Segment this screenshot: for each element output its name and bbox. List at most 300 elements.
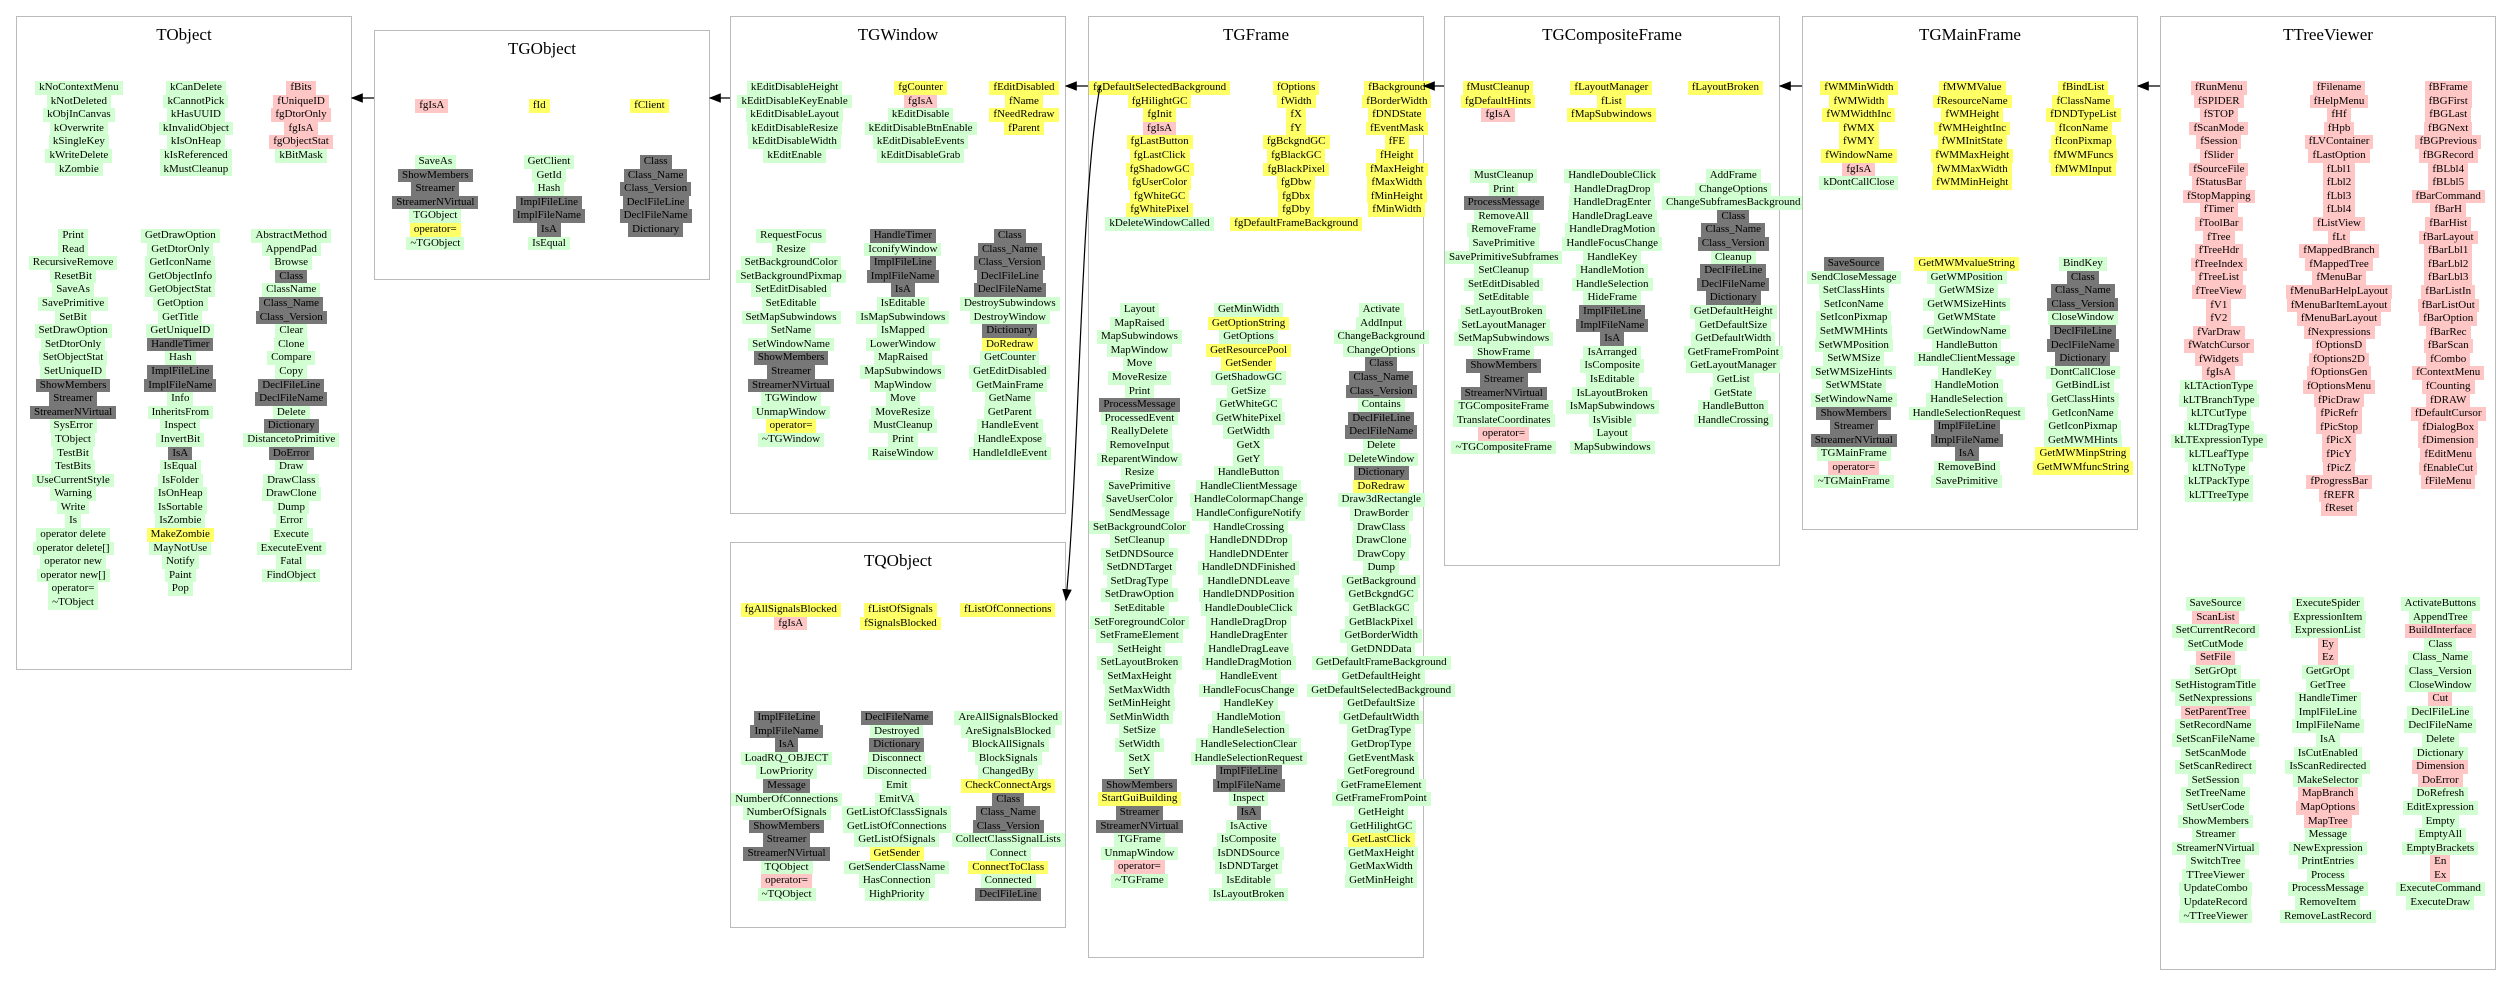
- member-function: HandleDNDLeave: [1203, 575, 1293, 589]
- data-member: fVarDraw: [2193, 326, 2244, 340]
- member-function: SetWMState: [1822, 379, 1886, 393]
- member-function: ReparentWindow: [1097, 453, 1182, 467]
- data-member: fStatusBar: [2192, 176, 2246, 190]
- member-function: SetScanRedirect: [2175, 760, 2256, 774]
- member-function: MoveResize: [1108, 371, 1171, 385]
- member-function: DeclFileName: [1697, 278, 1769, 292]
- member-function: HandleEvent: [977, 419, 1042, 433]
- data-member: kEditDisableHeight: [747, 81, 842, 95]
- data-member: kEditDisable: [888, 108, 953, 122]
- data-member: fPicStop: [2316, 421, 2362, 435]
- member-function: LowerWindow: [866, 338, 940, 352]
- data-member: fY: [1286, 122, 1306, 136]
- member-function: GetSender: [870, 847, 924, 861]
- member-function: Class_Name: [624, 169, 688, 183]
- data-member: fSourceFile: [2189, 163, 2248, 177]
- data-member: fMaxHeight: [1366, 163, 1428, 177]
- member-function: Move: [886, 392, 920, 406]
- member-function: ChangeOptions: [1695, 183, 1771, 197]
- member-function: AddFrame: [1706, 169, 1761, 183]
- member-function: GetOption: [153, 297, 207, 311]
- member-function: MapSubwindows: [1097, 330, 1182, 344]
- member-function: HandleMotion: [1212, 711, 1284, 725]
- data-member: fBarLayout: [2419, 231, 2478, 245]
- member-function: SetClassHints: [1819, 284, 1889, 298]
- data-member: kZombie: [55, 163, 103, 177]
- data-member: fgDefaultHints: [1461, 95, 1535, 109]
- member-function: BuildInterface: [2405, 624, 2477, 638]
- data-member: fMapSubwindows: [1567, 108, 1656, 122]
- member-function: IsVisible: [1589, 414, 1636, 428]
- data-member: fWMWidthInc: [1822, 108, 1895, 122]
- member-function: DrawClone: [1352, 534, 1411, 548]
- data-member: fEventMask: [1366, 122, 1428, 136]
- member-function: IsA: [1237, 806, 1261, 820]
- data-member: fLayoutManager: [1570, 81, 1652, 95]
- member-function: DeclFileName: [974, 283, 1046, 297]
- member-function: GetY: [1233, 453, 1265, 467]
- member-function: IsMapSubwindows: [856, 311, 949, 325]
- data-member: kLTExpressionType: [2171, 434, 2268, 448]
- member-function: ExecuteDraw: [2406, 896, 2474, 910]
- data-member: fListOfConnections: [960, 603, 1055, 617]
- member-function: Class_Version: [620, 182, 691, 196]
- data-member: fgShadowGC: [1126, 163, 1194, 177]
- member-function: SetUniqueID: [40, 365, 106, 379]
- member-function: AppendTree: [2409, 611, 2472, 625]
- member-function: HandleFocusChange: [1562, 237, 1662, 251]
- member-function: HighPriority: [865, 888, 929, 902]
- member-function: RemoveLastRecord: [2280, 910, 2375, 924]
- data-member: fDRAW: [2426, 394, 2470, 408]
- data-member: fOptionsGen: [2307, 366, 2372, 380]
- member-function: SetObjectStat: [39, 351, 108, 365]
- data-member: fBGRecord: [2419, 149, 2478, 163]
- class-title: TTreeViewer: [2283, 25, 2373, 44]
- member-function: Empty: [2422, 815, 2459, 829]
- data-member: fgDefaultFrameBackground: [1230, 217, 1362, 231]
- member-function: HandleButton: [1698, 400, 1768, 414]
- member-function: DoError: [2418, 774, 2463, 788]
- member-function: IsA: [1955, 447, 1979, 461]
- member-function: HandleMotion: [1576, 264, 1648, 278]
- member-function: GetBackground: [1342, 575, 1420, 589]
- member-function: ImplFileName: [1576, 319, 1648, 333]
- member-function: GetDrawOption: [141, 229, 220, 243]
- member-function: EmptyAll: [2415, 828, 2466, 842]
- member-function: StreamerNVirtual: [392, 196, 478, 210]
- member-function: ShowMembers: [1816, 407, 1891, 421]
- member-function: GetDefaultHeight: [1690, 305, 1777, 319]
- member-function: GetDefaultSelectedBackground: [1307, 684, 1455, 698]
- class-title: TGWindow: [857, 25, 939, 44]
- member-function: GetDtorOnly: [147, 243, 213, 257]
- member-function: IsOnHeap: [154, 487, 207, 501]
- member-function: GetFrameFromPoint: [1684, 346, 1783, 360]
- member-function: IsEditable: [1222, 874, 1275, 888]
- member-function: Print: [888, 433, 917, 447]
- member-function: Class: [275, 270, 307, 284]
- data-member: kLTTreeType: [2185, 489, 2253, 503]
- member-function: ProcessMessage: [1464, 196, 1544, 210]
- member-function: IsDNDSource: [1213, 847, 1283, 861]
- member-function: EmptyBrackets: [2402, 842, 2478, 856]
- member-function: GetSender: [1221, 357, 1275, 371]
- member-function: SetName: [767, 324, 815, 338]
- member-function: SetBackgroundColor: [1089, 521, 1190, 535]
- data-member: fgWhiteGC: [1130, 190, 1189, 204]
- member-function: SaveSource: [2186, 597, 2246, 611]
- member-function: IsLayoutBroken: [1209, 888, 1288, 902]
- member-function: PrintEntries: [2298, 855, 2359, 869]
- data-member: fLbl3: [2323, 190, 2355, 204]
- member-function: HandleDragEnter: [1569, 196, 1655, 210]
- data-member: fBarLbl2: [2424, 258, 2472, 272]
- data-member: fTimer: [2200, 203, 2238, 217]
- data-member: kSingleKey: [49, 135, 109, 149]
- member-function: GetShadowGC: [1211, 371, 1286, 385]
- data-member: fStopMapping: [2183, 190, 2255, 204]
- data-member: fMappedTree: [2305, 258, 2372, 272]
- member-function: IsCutEnabled: [2294, 747, 2362, 761]
- data-member: fgAllSignalsBlocked: [741, 603, 841, 617]
- member-function: Move: [1123, 357, 1157, 371]
- member-function: HandleTimer: [870, 229, 936, 243]
- member-function: IsA: [537, 223, 561, 237]
- member-function: GetFrameFromPoint: [1332, 792, 1431, 806]
- member-function: Emit: [882, 779, 911, 793]
- data-member: fOptions2D: [2309, 353, 2369, 367]
- member-function: DestroySubwindows: [960, 297, 1060, 311]
- member-function: SavePrimitive: [38, 297, 108, 311]
- member-function: Is: [65, 514, 81, 528]
- member-function: operator=: [48, 582, 99, 596]
- member-function: DrawClass: [263, 474, 319, 488]
- data-member: fParent: [1004, 122, 1044, 136]
- data-member: fBits: [286, 81, 315, 95]
- member-function: HandleDNDEnter: [1205, 548, 1292, 562]
- member-function: HandleDragMotion: [1202, 656, 1296, 670]
- data-member: kIsReferenced: [160, 149, 232, 163]
- data-member: fTreeView: [2192, 285, 2247, 299]
- data-member: fgObjectStat: [269, 135, 333, 149]
- member-function: AbstractMethod: [251, 229, 330, 243]
- member-function: DrawClass: [1353, 521, 1409, 535]
- member-function: HandleKey: [1583, 251, 1641, 265]
- member-function: HandleSelection: [1208, 724, 1289, 738]
- data-member: kEditDisableKeyEnable: [737, 95, 851, 109]
- member-function: BlockAllSignals: [968, 738, 1049, 752]
- data-member: fClient: [630, 99, 669, 113]
- data-member: fBarHist: [2425, 217, 2471, 231]
- member-function: Paint: [165, 569, 196, 583]
- member-function: Error: [276, 514, 307, 528]
- data-member: fList: [1597, 95, 1626, 109]
- member-function: GetIconPixmap: [2044, 420, 2121, 434]
- member-function: GetMWMinpString: [2035, 447, 2130, 461]
- member-function: GetObjectInfo: [145, 270, 217, 284]
- member-function: SetDNDSource: [1101, 548, 1177, 562]
- member-function: SavePrimitive: [1931, 475, 2001, 489]
- member-function: HandleSelection: [1926, 393, 2007, 407]
- member-function: MapOptions: [2296, 801, 2359, 815]
- member-function: GetFrameElement: [1337, 779, 1426, 793]
- member-function: HandleExpose: [974, 433, 1046, 447]
- data-member: fgIsA: [415, 99, 448, 113]
- member-function: IsZombie: [155, 514, 205, 528]
- member-function: UpdateCombo: [2179, 882, 2251, 896]
- member-function: SetDNDTarget: [1103, 561, 1177, 575]
- member-function: HandleDNDFinished: [1198, 561, 1300, 575]
- member-function: operator=: [1828, 461, 1879, 475]
- member-function: GetWindowName: [1923, 325, 2011, 339]
- member-function: Connected: [981, 874, 1036, 888]
- data-member: fWMY: [1839, 135, 1879, 149]
- member-function: TQObject: [761, 861, 813, 875]
- data-member: kEditDisableBtnEnable: [865, 122, 977, 136]
- data-member: fFE: [1385, 135, 1410, 149]
- member-function: ShowMembers: [1466, 359, 1541, 373]
- member-function: GetBckgndGC: [1345, 588, 1418, 602]
- member-function: GetObjectStat: [145, 283, 215, 297]
- data-member: fBarOption: [2419, 312, 2477, 326]
- member-function: Class_Name: [2408, 651, 2472, 665]
- data-member: fClassName: [2052, 95, 2114, 109]
- data-member: fTree: [2203, 231, 2234, 245]
- member-function: Notify: [162, 555, 199, 569]
- member-function: SetMaxHeight: [1103, 670, 1175, 684]
- member-function: Process: [2307, 869, 2349, 883]
- member-function: Delete: [1363, 439, 1400, 453]
- member-function: ImplFileName: [144, 379, 216, 393]
- data-member: kObjInCanvas: [43, 108, 115, 122]
- member-function: MoveResize: [871, 406, 934, 420]
- member-function: NumberOfConnections: [731, 793, 842, 807]
- member-function: GetBorderWidth: [1340, 629, 1421, 643]
- data-member: fLVContainer: [2305, 135, 2374, 149]
- member-function: HandleConfigureNotify: [1192, 507, 1305, 521]
- member-function: HandleDoubleClick: [1201, 602, 1297, 616]
- data-member: kEditDisableGrab: [877, 149, 964, 163]
- member-function: Class_Version: [1698, 237, 1769, 251]
- member-function: IsA: [775, 738, 799, 752]
- data-member: fLastOption: [2308, 149, 2369, 163]
- member-function: SetScanMode: [2181, 747, 2250, 761]
- member-function: SendCloseMessage: [1807, 271, 1901, 285]
- data-member: fWidth: [1277, 95, 1316, 109]
- member-function: MapWindow: [870, 379, 936, 393]
- member-function: GetForeground: [1344, 765, 1419, 779]
- member-function: IsMapSubwindows: [1566, 400, 1659, 414]
- member-function: SetIconPixmap: [1816, 311, 1891, 325]
- data-member: kEditDisableEvents: [873, 135, 968, 149]
- data-member: kInvalidObject: [159, 122, 233, 136]
- member-function: Ex: [2430, 869, 2450, 883]
- member-function: LowPriority: [756, 765, 818, 779]
- member-function: SaveAs: [415, 155, 457, 169]
- data-member: fDNDState: [1368, 108, 1426, 122]
- class-title: TGObject: [508, 39, 576, 58]
- member-function: Dictionary: [982, 324, 1037, 338]
- member-function: DeclFileLine: [623, 196, 689, 210]
- member-function: GetCounter: [980, 351, 1039, 365]
- member-function: ~TGObject: [406, 237, 464, 251]
- member-function: Delete: [2422, 733, 2459, 747]
- member-function: DeclFileName: [2404, 719, 2476, 733]
- member-function: StartGuiBuilding: [1098, 792, 1182, 806]
- member-function: HandleSelectionRequest: [1191, 752, 1307, 766]
- member-function: DeclFileName: [1345, 425, 1417, 439]
- data-member: kLTLeafType: [2185, 448, 2253, 462]
- member-function: SetWMSize: [1823, 352, 1884, 366]
- data-member: fgDtorOnly: [271, 108, 330, 122]
- member-function: GetMaxHeight: [1344, 847, 1418, 861]
- data-member: fBarH: [2430, 203, 2466, 217]
- member-function: DeclFileLine: [1700, 264, 1766, 278]
- member-function: NumberOfSignals: [743, 806, 831, 820]
- member-function: GetDNDData: [1347, 643, 1415, 657]
- member-function: Fatal: [276, 555, 306, 569]
- data-member: fgIsA: [774, 617, 807, 631]
- data-member: fWatchCursor: [2184, 339, 2253, 353]
- member-function: HandleDoubleClick: [1564, 169, 1660, 183]
- data-member: fPicZ: [2323, 462, 2355, 476]
- member-function: SetBackgroundPixmap: [736, 270, 845, 284]
- data-member: fWMMinHeight: [1932, 176, 2012, 190]
- data-member: fWMMinWidth: [1820, 81, 1897, 95]
- member-function: TGWindow: [761, 392, 821, 406]
- member-function: AreAllSignalsBlocked: [954, 711, 1062, 725]
- data-member: fBGPrevious: [2415, 135, 2480, 149]
- member-function: TestBits: [51, 460, 95, 474]
- member-function: ImplFileLine: [754, 711, 820, 725]
- data-member: fgWhitePixel: [1126, 203, 1193, 217]
- member-function: GetMinWidth: [1214, 303, 1283, 317]
- data-member: fToolBar: [2195, 217, 2243, 231]
- member-function: GetBlackPixel: [1345, 616, 1417, 630]
- member-function: ConnectToClass: [968, 861, 1048, 875]
- member-function: Streamer: [49, 392, 97, 406]
- data-member: fHeight: [1376, 149, 1418, 163]
- member-function: GetEditDisabled: [969, 365, 1050, 379]
- data-member: fMaxWidth: [1367, 176, 1426, 190]
- data-member: fCombo: [2426, 353, 2470, 367]
- data-member: fPicX: [2322, 434, 2356, 448]
- member-function: StreamerNVirtual: [2172, 842, 2258, 856]
- member-function: Class_Name: [978, 243, 1042, 257]
- member-function: DistancetoPrimitive: [243, 433, 339, 447]
- member-function: SetEditDisabled: [1464, 278, 1544, 292]
- member-function: ~TGFrame: [1111, 874, 1168, 888]
- member-function: DeclFileLine: [2050, 325, 2116, 339]
- member-function: Draw: [275, 460, 307, 474]
- member-function: MapRaised: [874, 351, 932, 365]
- member-function: HandleSelectionClear: [1196, 738, 1301, 752]
- member-function: MapRaised: [1110, 317, 1168, 331]
- member-function: Dictionary: [628, 223, 683, 237]
- member-function: Warning: [50, 487, 96, 501]
- member-function: GetParent: [984, 406, 1036, 420]
- member-function: GetName: [985, 392, 1035, 406]
- member-function: ShowMembers: [2178, 815, 2253, 829]
- member-function: DrawBorder: [1350, 507, 1413, 521]
- data-member: fWidgets: [2195, 353, 2243, 367]
- member-function: DeclFileLine: [975, 888, 1041, 902]
- member-function: Class: [994, 229, 1026, 243]
- member-function: HandleDragMotion: [1565, 223, 1659, 237]
- member-function: RecursiveRemove: [29, 256, 118, 270]
- member-function: GetWhitePixel: [1212, 412, 1285, 426]
- data-member: fWMHeightInc: [1934, 122, 2010, 136]
- member-function: Class_Name: [2051, 284, 2115, 298]
- member-function: DoRedraw: [982, 338, 1038, 352]
- member-function: RemoveFrame: [1467, 223, 1540, 237]
- member-function: IsSortable: [154, 501, 207, 515]
- member-function: Class: [2067, 271, 2099, 285]
- member-function: Class_Version: [2047, 298, 2118, 312]
- member-function: SetNexpressions: [2175, 692, 2256, 706]
- data-member: fSession: [2196, 135, 2241, 149]
- class-title: TQObject: [864, 551, 932, 570]
- data-member: fgIsA: [284, 122, 317, 136]
- data-member: fWMWidth: [1829, 95, 1888, 109]
- data-member: fWMInitState: [1938, 135, 2007, 149]
- data-member: kIsOnHeap: [167, 135, 225, 149]
- class-title: TGCompositeFrame: [1542, 25, 1682, 44]
- member-function: Read: [58, 243, 89, 257]
- member-function: DeclFileLine: [1348, 412, 1414, 426]
- member-function: DeclFileLine: [2407, 706, 2473, 720]
- data-member: fBarScan: [2424, 339, 2473, 353]
- member-function: SetMinWidth: [1106, 711, 1173, 725]
- data-member: fMinHeight: [1367, 190, 1427, 204]
- member-function: GetWMPosition: [1927, 271, 2007, 285]
- member-function: SetEditable: [762, 297, 821, 311]
- data-member: fBarLbl1: [2424, 244, 2472, 258]
- data-member: kLTCutType: [2187, 407, 2251, 421]
- member-function: operator=: [410, 223, 461, 237]
- member-function: Activate: [1359, 303, 1404, 317]
- data-member: kCanDelete: [166, 81, 226, 95]
- data-member: fPicRefr: [2316, 407, 2361, 421]
- member-function: Dictionary: [1706, 291, 1761, 305]
- member-function: GetMWMvalueString: [1914, 257, 2019, 271]
- data-member: fPicY: [2322, 448, 2356, 462]
- member-function: DontCallClose: [2046, 366, 2119, 380]
- member-function: SetGrOpt: [2190, 665, 2240, 679]
- data-member: fgDbx: [1278, 190, 1314, 204]
- member-function: MakeSelector: [2293, 774, 2362, 788]
- member-function: SetRecordName: [2175, 719, 2255, 733]
- member-function: Contains: [1358, 398, 1405, 412]
- class-title: TGMainFrame: [1919, 25, 2021, 44]
- data-member: fgIsA: [1842, 163, 1875, 177]
- member-function: GetLayoutManager: [1686, 359, 1780, 373]
- data-member: fMustCleanup: [1463, 81, 1534, 95]
- member-function: SaveAs: [52, 283, 94, 297]
- member-function: DeclFileLine: [977, 270, 1043, 284]
- member-function: DoRedraw: [1353, 480, 1409, 494]
- member-function: GetMaxWidth: [1346, 860, 1417, 874]
- member-function: Streamer: [1830, 420, 1878, 434]
- member-function: GetWidth: [1223, 425, 1274, 439]
- member-function: Class: [992, 793, 1024, 807]
- member-function: SetY: [1124, 765, 1154, 779]
- member-function: SetDrawOption: [35, 324, 112, 338]
- member-function: Streamer: [763, 833, 811, 847]
- member-function: Hash: [165, 351, 196, 365]
- member-function: HandleMotion: [1931, 379, 2003, 393]
